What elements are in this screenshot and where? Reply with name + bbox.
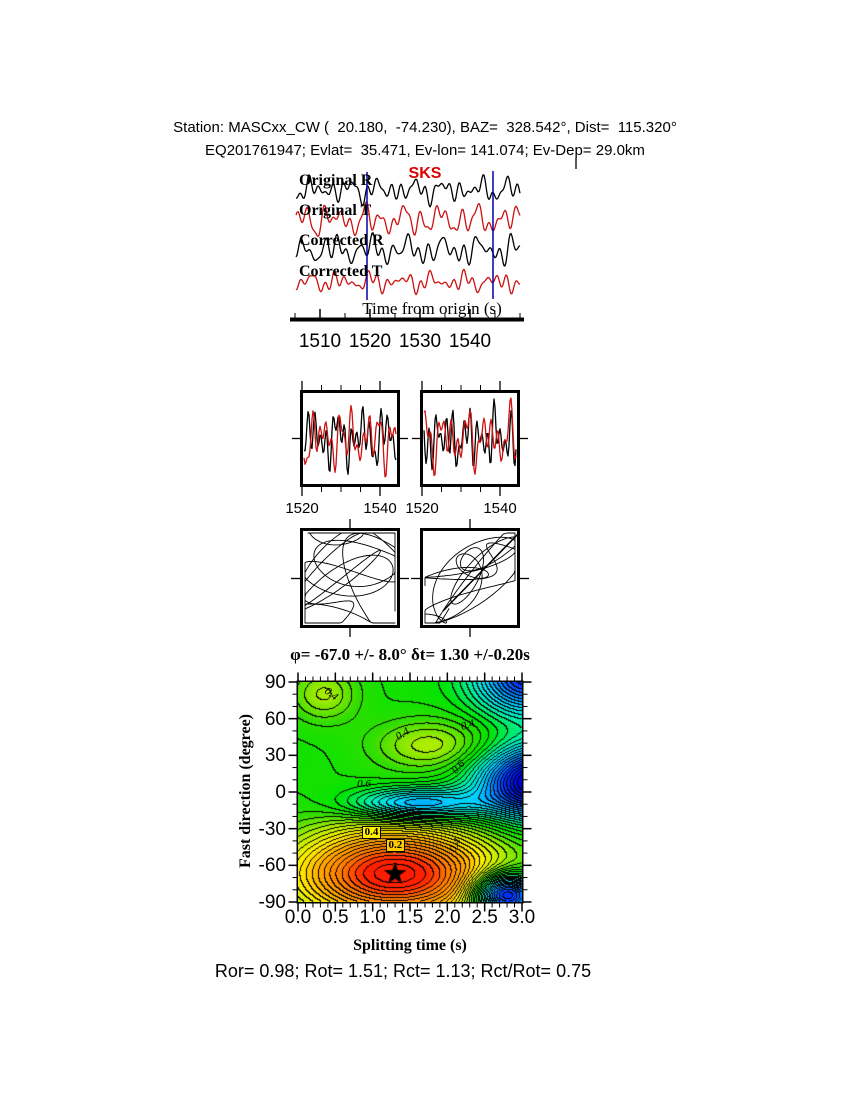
time-tick-label: 1510 <box>298 331 342 352</box>
splitting-time-tick-label: 1.0 <box>359 907 386 928</box>
contour-xlabel: Splitting time (s) <box>353 937 467 954</box>
event-header: EQ201761947; Evlat= 35.471, Ev-lon= 141.074; Ev-Dep= 29.0km <box>205 142 645 159</box>
trace-label-original-t: Original T <box>299 202 372 219</box>
splitting-time-tick-label: 1.5 <box>396 907 424 928</box>
contour-value-label: 0.4 <box>322 684 341 703</box>
contour-value-label: 0.6 <box>408 806 423 819</box>
contour-title: φ= -67.0 +/- 8.0° δt= 1.30 +/-0.20s <box>290 645 530 664</box>
splitting-time-tick-label: 2.5 <box>471 907 498 928</box>
splitting-time-tick-label: 0.5 <box>322 907 349 928</box>
phase-label: SKS <box>408 165 442 182</box>
contour-value-label: 0.4 <box>362 826 382 839</box>
station-header: Station: MASCxx_CW ( 20.180, -74.230), BAZ= 328.542°, Dist= 115.320° <box>173 119 677 136</box>
quality-metrics: Ror= 0.98; Rot= 1.51; Rct= 1.13; Rct/Rot= 0.75 <box>214 961 592 981</box>
fast-direction-tick-label: 0 <box>275 782 286 803</box>
fast-direction-tick-label: 30 <box>264 745 286 767</box>
splitting-time-tick-label: 0.0 <box>284 907 312 928</box>
trace-label-corrected-r: Corrected R <box>299 232 384 249</box>
fast-direction-tick-label: 90 <box>264 672 286 693</box>
time-tick-label: 1520 <box>348 331 392 352</box>
fast-direction-tick-label: 60 <box>264 708 286 730</box>
window-tick-label: 1520 <box>405 500 439 517</box>
trace-label-original-r: Original R <box>299 172 373 189</box>
fast-direction-tick-label: -60 <box>258 855 286 877</box>
contour-value-label: 0.6 <box>357 778 371 791</box>
splitting-time-tick-label: 2.0 <box>434 907 461 928</box>
trace-label-corrected-t: Corrected T <box>299 263 383 280</box>
contour-value-label: 0.6 <box>449 758 468 777</box>
contour-value-label: 0.2 <box>386 839 406 852</box>
window-tick-label: 1540 <box>483 500 517 517</box>
contour-value-label: 0.4 <box>446 836 464 855</box>
contour-value-label: 0.4 <box>459 717 477 734</box>
time-tick-label: 1530 <box>398 331 442 352</box>
fast-direction-tick-label: -90 <box>258 892 286 913</box>
time-axis-title: Time from origin (s) <box>362 299 502 318</box>
window-tick-label: 1540 <box>363 500 397 517</box>
contour-ylabel: Fast direction (degree) <box>237 713 254 869</box>
splitting-time-tick-label: 3.0 <box>508 907 536 928</box>
contour-value-label: 0.4 <box>393 725 412 743</box>
fast-direction-tick-label: -30 <box>258 818 286 840</box>
window-tick-label: 1520 <box>285 500 319 517</box>
misfit-contour-canvas <box>298 682 522 902</box>
time-tick-label: 1540 <box>448 331 492 352</box>
